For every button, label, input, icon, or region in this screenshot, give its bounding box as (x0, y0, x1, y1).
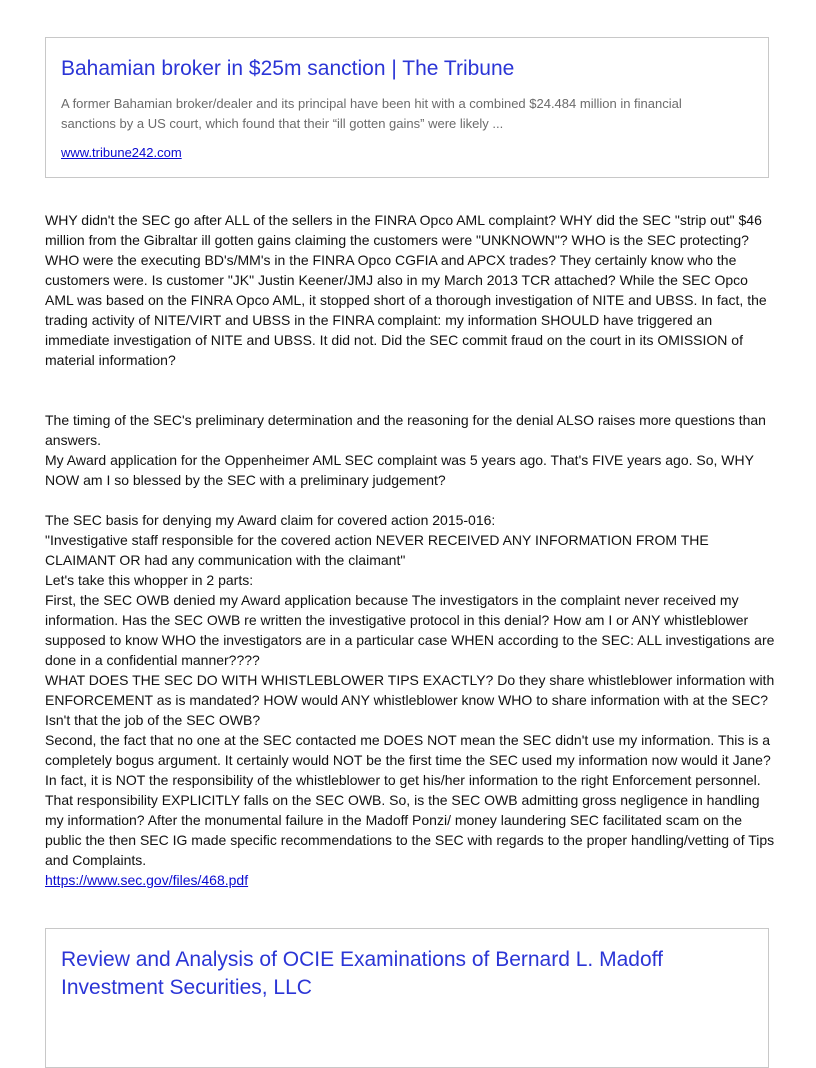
award-application-line: My Award application for the Oppenheimer AML SEC complaint was 5 years ago. That's FIVE years ago. So, WHY NOW am I so blessed by the SEC with a preliminary judgement? (45, 452, 754, 488)
timing-line: The timing of the SEC's preliminary determination and the reasoning for the denial ALSO raises more questions than answers. (45, 412, 766, 448)
card-source-link[interactable]: www.tribune242.com (61, 145, 182, 160)
first-part-line: First, the SEC OWB denied my Award application because The investigators in the complaint never received my information. Has the SEC OWB re written the investigative protocol in this denial? How am I or ANY whistleblower supposed to know WHO the investigators are in a particular case WHEN according to the SEC: ALL investigations are done in a confidential manner???? (45, 592, 775, 668)
sec-pdf-link[interactable]: https://www.sec.gov/files/468.pdf (45, 872, 249, 888)
link-preview-card-tribune[interactable] (45, 37, 769, 178)
link-preview-card-madoff[interactable] (45, 928, 769, 1068)
what-line: WHAT DOES THE SEC DO WITH WHISTLEBLOWER TIPS EXACTLY? Do they share whistleblower information with ENFORCEMENT as is mandated? HOW would ANY whistleblower know WHO to share information with at the SEC? Isn't that the job of the SEC OWB? (45, 672, 775, 728)
paragraph-denial-basis (45, 510, 775, 890)
paragraph-timing (45, 410, 775, 490)
second-part-line: Second, the fact that no one at the SEC contacted me DOES NOT mean the SEC didn't use my information. This is a completely bogus argument. It certainly would NOT be the first time the SEC used my information now would it Jane? (45, 732, 771, 768)
basis-line: The SEC basis for denying my Award claim for covered action 2015-016: (45, 512, 496, 528)
paragraph-sec-questions: WHY didn't the SEC go after ALL of the sellers in the FINRA Opco AML complaint? WHY did the SEC "strip out" $46 million from the Gibraltar ill gotten gains claiming the customers were "UNKNOWN"? WHO is the SEC protecting? WHO were the executing BD's/MM's in the FINRA Opco CGFIA and APCX trades? They certainly know who the customers were. Is customer "JK" Justin Keener/JMJ also in my March 2013 TCR attached? While the SEC Opco AML was based on the FINRA Opco AML, it stopped short of a thorough investigation of NITE and UBSS. In fact, the trading activity of NITE/VIRT and UBSS in the FINRA complaint: my information SHOULD have triggered an immediate investigation of NITE and UBSS. It did not. Did the SEC commit fraud on the court in its OMISSION of material information? (45, 212, 767, 368)
quote-line: "Investigative staff responsible for the covered action NEVER RECEIVED ANY INFORMATION FROM THE CLAIMANT OR had any communication with the claimant" (45, 532, 709, 568)
intro-line: Let's take this whopper in 2 parts: (45, 572, 254, 588)
in-fact-line: In fact, it is NOT the responsibility of the whistleblower to get his/her information to the right Enforcement personnel. That responsibility EXPLICITLY falls on the SEC OWB. So, is the SEC OWB admitting gross negligence in handling my information? After the monumental failure in the Madoff Ponzi/ money laundering SEC facilitated scam on the public the then SEC IG made specific recommendations to the SEC with regards to the proper handling/vetting of Tips and Complaints. (45, 772, 775, 868)
card-title-link-madoff[interactable]: Review and Analysis of OCIE Examinations of Bernard L. Madoff Investment Securities, LLC (61, 948, 663, 999)
card-description: A former Bahamian broker/dealer and its principal have been hit with a combined $24.484 million in financial sanctions by a US court, which found that their “ill gotten gains” were likely ... (61, 96, 682, 131)
card-title-link[interactable]: Bahamian broker in $25m sanction | The Tribune (61, 57, 515, 80)
